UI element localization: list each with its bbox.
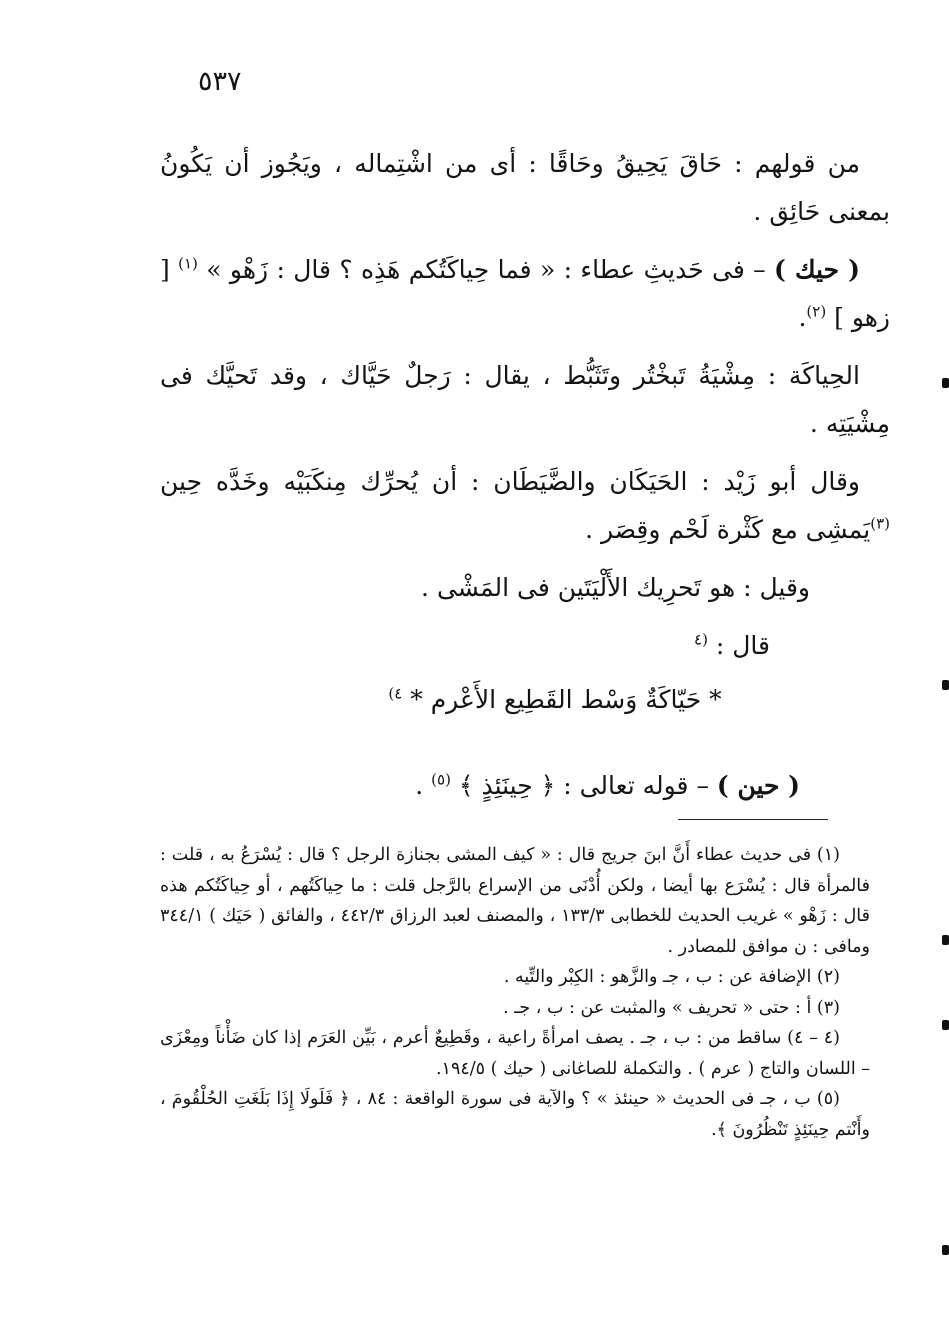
entry-heyk [160,246,890,342]
entry-heen-text: – قوله تعالى : ﴿ حِينَئِذٍ ﴾ [450,771,717,800]
entry-text: – فى حَديثِ عطاء : « فما حِياكَتُكم هَذِه ؟ قال : زَهْو » [197,255,775,284]
scan-edge-mark [942,378,949,388]
paragraph-1: من قولهم : حَاقَ يَحِيقُ وحَاقًا : أى من اشْتِماله ، ويَجُوز أن يَكُونُ بمعنى حَائِق . [160,149,890,226]
footnote-ref-3: (٣) [870,514,890,533]
paragraph-4 [160,458,890,554]
paragraph-4-text-cont: يَمشِى مع كَثْرة لَحْم وقِصَر . [585,515,871,544]
entry-headword-heen: ( حين ) [716,771,800,800]
entry-text-cont: [ زهو ] [160,255,890,332]
verse-line [160,676,890,724]
footnote-2: (٢) الإضافة عن : ب ، جـ والزَّهو : الكِبْر والتِّيه . [503,967,840,987]
footnote-4: (٤ – ٤) ساقط من : ب ، جـ . يصف امرأةً راعية ، وقَطِيعٌ أعرم ، بَيِّن العَرَم إذا كان ضَأْناً ومِعْزَى – اللسان والتاج ( عرم ) . والتكملة للصاغانى ( حيك ) ١٩٤/٥. [160,1028,870,1079]
footnote-ref-2: (٢) [806,302,827,321]
scan-edge-mark [942,935,949,945]
footnotes [160,840,870,1145]
entry-heen [160,762,890,810]
entry-end: . [798,303,807,332]
paragraph-5: وقيل : هو تَحرِيك الأَلْيَتَين فى المَشْى . [421,573,810,602]
scan-edge-mark [942,680,949,690]
paragraph-3: الحِياكَة : مِشْيَةُ تَبخْتُر وتَثَبُّط ، يقال : رَجلٌ حَيَّاك ، وقد تَحيَّك فى مِشْيَتِه . [160,361,890,438]
entry-headword-heyk: ( حيك ) [774,255,860,284]
entry-heen-end: . [415,771,432,800]
scan-edge-mark [942,1245,949,1255]
scan-edge-mark [942,1020,949,1030]
footnote-divider [678,819,828,820]
footnote-ref-4-start: (٤ [694,630,708,649]
paragraph-4-text: وقال أبو زَيْد : الحَيَكَان والضَّيَطَان : أن يُحرِّك مِنكَبَيْه وخَدَّه حِين [160,467,860,496]
quote-intro [160,622,890,670]
footnote-ref-4-end: ٤) [388,684,403,703]
footnote-5: (٥) ب ، جـ فى الحديث « حينئذ » ؟ والآية فى سورة الواقعة : ٨٤ ، ﴿ فَلَولَا إِذَا بَلَغَتِ الحُلْقُومَ ، وأَنْتم حِينَئِذٍ تَنْظُرُونَ ﴾. [160,1089,870,1140]
page-number: ٥٣٧ [198,66,242,97]
verse-text: * حَيّاكَةٌ وَسْط القَطِيع الأَعْرم * [402,685,722,714]
quote-intro-text: قال : [707,631,770,660]
footnote-ref-1: (١) [178,254,198,273]
footnote-1: (١) فى حديث عطاء أَنَّ ابنَ جريج قال : « كيف المشى بجنازة الرجل ؟ قال : يُسْرَعُ به ، قلت : فالمرأة قال : يُسْرَع بها أيضا ، ولكن أُدْنَى من الإسراع بالرَّجل قلت : ما حِياكَتُهم ، أو حِياكَتُكم هذه قال : زَهْو » غريب الحديث للخطابى ١٣٣/٣ ، والمصنف لعبد الرزاق ٤٤٢/٣ ، والفائق ( حَيَك ) ٣٤٤/١ ومافى : ن موافق للمصادر . [160,845,870,957]
footnote-3: (٣) أ : حتى « تحريف » والمثبت عن : ب ، جـ . [503,997,840,1018]
main-text [160,140,890,820]
footnote-ref-5: (٥) [431,770,451,789]
